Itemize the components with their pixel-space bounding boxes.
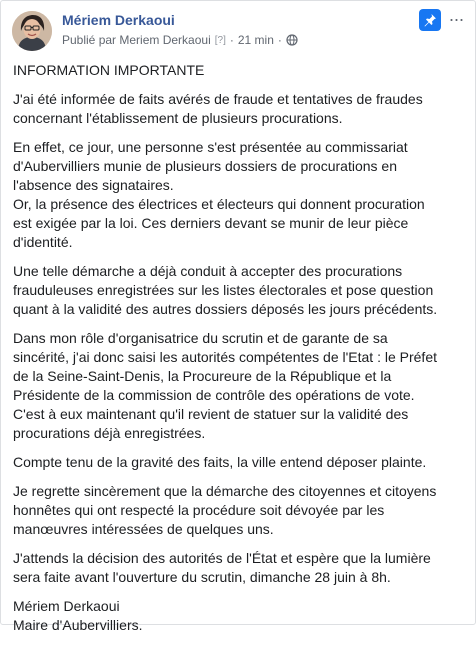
- post-paragraph: INFORMATION IMPORTANTE: [13, 62, 205, 78]
- edited-marker[interactable]: [?]: [214, 34, 226, 46]
- post-body: [13, 61, 465, 645]
- timestamp-link[interactable]: 21 min: [237, 33, 274, 47]
- author-name[interactable]: Mériem Derkaoui: [62, 12, 175, 28]
- avatar[interactable]: [12, 11, 52, 51]
- post-paragraph: Compte tenu de la gravité des faits, la ville entend déposer plainte.: [13, 454, 427, 470]
- post-paragraph: En effet, ce jour, une personne s'est présentée au commissariat d'Aubervilliers munie de plusieurs dossiers de procurations en l'absence des signataires. Or, la présence des électrices et électeurs qui donnent procuration est exigée par la loi. Ces derniers devant se munir de leur pièce d'identité.: [13, 139, 425, 250]
- post-paragraph: J'ai été informée de faits avérés de fraude et tentatives de fraudes concernant l'établissement de plusieurs procurations.: [13, 91, 423, 126]
- post-paragraph: Je regrette sincèrement que la démarche des citoyennes et citoyens honnêtes qui ont respecté la procédure soit dévoyée par les manœuvres intéressées de quelques uns.: [13, 483, 437, 537]
- published-by-link[interactable]: Publié par Meriem Derkaoui: [62, 33, 211, 47]
- post-header: [12, 11, 465, 51]
- post-paragraph: Dans mon rôle d'organisatrice du scrutin et de garante de sa sincérité, j'ai donc saisi les autorités compétentes de l'Etat : le Préfet de la Seine-Saint-Denis, la Procureure de la République et la Présidente de la commission de contrôle des opérations de vote. C'est à eux maintenant qu'il revient de statuer sur la validité des procurations déjà enregistrées.: [13, 330, 437, 441]
- separator: ·: [277, 33, 282, 47]
- more-options-icon[interactable]: ···: [448, 9, 464, 29]
- pin-icon[interactable]: [419, 9, 441, 31]
- post-meta: [62, 33, 298, 47]
- separator: ·: [229, 33, 234, 47]
- globe-icon[interactable]: [286, 34, 298, 46]
- post-paragraph: J'attends la décision des autorités de l'État et espère que la lumière sera faite avant l'ouverture du scrutin, dimanche 28 juin à 8h.: [13, 550, 431, 585]
- post-signature: Mériem Derkaoui Maire d'Aubervilliers.: [13, 598, 143, 633]
- post-paragraph: Une telle démarche a déjà conduit à accepter des procurations frauduleuses enregistrées sur les listes électorales et pose question quant à la validité des autres dossiers déposés les jours précédents.: [13, 263, 438, 317]
